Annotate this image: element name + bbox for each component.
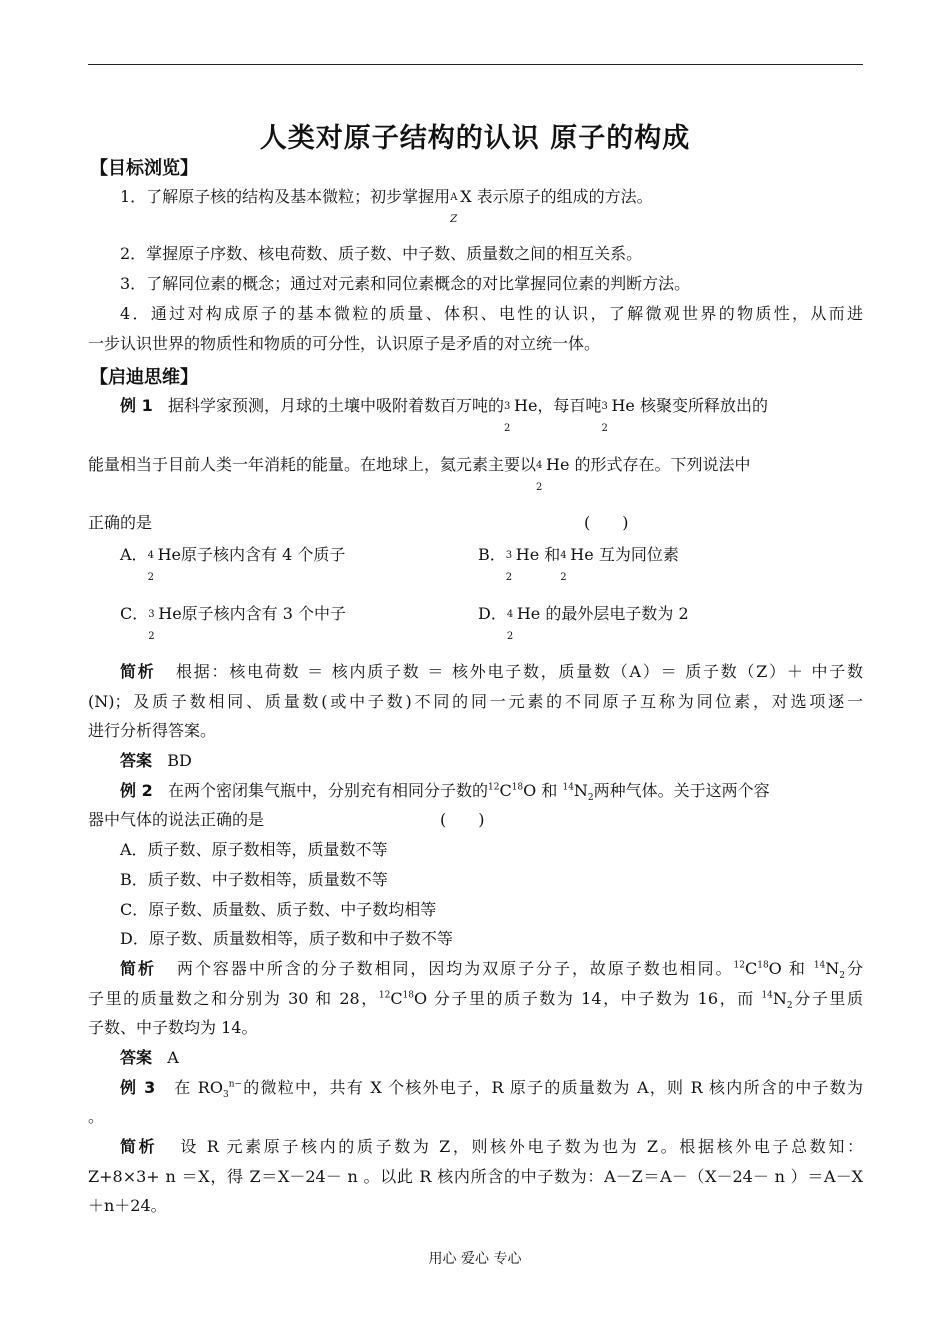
section-heading-thinking: 【启迪思维】 (90, 367, 198, 388)
example-1-analysis-line-3: 进行分析得答案。 (88, 721, 217, 740)
nuclide-he4: 4 2 (147, 550, 154, 583)
option-d: D． 4 2 He 的最外层电子数为 2 (478, 604, 689, 642)
example-1-line-1: 例 1 据科学家预测，月球的土壤中吸附着数百万吨的 3 2 He，每百吨 3 2 He 核聚变所释放出的 (120, 396, 768, 434)
nuclide-he4: 4 2 (536, 460, 543, 493)
analysis-label: 简析 (120, 959, 156, 978)
example-2-line-2: 器中气体的说法正确的是 (88, 810, 265, 829)
answer-paren: ( ) (440, 810, 485, 829)
goal-2: 2．掌握原子序数、核电荷数、质子数、中子数、质量数之间的相互关系。 (120, 244, 643, 263)
example-1-analysis-line-1: 简析 根据：核电荷数 ＝ 核内质子数 ＝ 核外电子数，质量数（A）＝ 质子数（Z）＋ 中子数 (120, 662, 863, 681)
example-1-line-3: 正确的是 (88, 513, 153, 532)
example-2-line-1: 例 2 在两个密闭集气瓶中，分别充有相同分子数的$^{12}C^{18}O$ 和 $^{14}N_2$两种气体。关于这两个容 (120, 781, 770, 804)
example-2-option-b: B．质子数、中子数相等，质量数不等 (120, 870, 388, 889)
example-2-analysis-line-3: 子数、中子数均为 14。 (88, 1018, 258, 1037)
analysis-label: 简析 (120, 662, 156, 681)
example-2-option-d: D．原子数、质量数相等，质子数和中子数不等 (120, 929, 453, 948)
example-1-answer: 答案 BD (120, 751, 192, 770)
example-2-answer: 答案 A (120, 1048, 179, 1067)
page-title: 人类对原子结构的认识 原子的构成 (259, 123, 691, 154)
example-2-analysis-line-2: 子里的质量数之和分别为 30 和 28，$^{12}C^{18}O$ 分子里的质子数为 14，中子数为 16，而 $^{14}N_2$分子里质 (88, 989, 863, 1012)
example-3-analysis-line-3: ＋n＋24。 (88, 1196, 167, 1215)
example-3-line-1: 例 3 在 $RO_3^{n-}$的微粒中，共有 X 个核外电子，R 原子的质量数为 A，则 R 核内所含的中子数为 (120, 1078, 863, 1101)
nuclide-he3: 3 2 (148, 609, 155, 642)
nuclide-he4: 4 2 (506, 609, 514, 642)
example-3-label: 例 3 (120, 1078, 156, 1097)
answer-paren: ( ) (584, 513, 629, 532)
header-rule (88, 64, 863, 65)
goal-4-line-2: 一步认识世界的物质性和物质的可分性，认识原子是矛盾的对立统一体。 (88, 334, 601, 353)
nuclide-he3: 3 2 (601, 401, 608, 434)
example-3-line-2: 。 (88, 1107, 105, 1126)
option-b: B． 3 2 He 和 4 2 He 互为同位素 (478, 545, 679, 583)
nuclide-he3: 3 2 (505, 550, 513, 583)
goal-1: 1．了解原子核的结构及基本微粒；初步掌握用 A Z X 表示原子的组成的方法。 (120, 187, 653, 225)
example-2-analysis-line-1: 简析 两个容器中所含的分子数相同，因均为双原子分子，故原子数也相同。$^{12}C^{18}O$ 和 $^{14}N_2$分 (120, 959, 863, 982)
nuclide-he4: 4 2 (560, 550, 567, 583)
example-2-option-a: A．质子数、原子数相等，质量数不等 (120, 840, 388, 859)
example-1-line-2: 能量相当于目前人类一年消耗的能量。在地球上，氦元素主要以 4 2 He 的形式存在。下列说法中 (88, 455, 751, 493)
example-2-label: 例 2 (120, 781, 153, 800)
goal-3: 3．了解同位素的概念；通过对元素和同位素概念的对比掌握同位素的判断方法。 (120, 274, 691, 293)
answer-label: 答案 (120, 1048, 153, 1067)
example-2-option-c: C．原子数、质量数、质子数、中子数均相等 (120, 900, 437, 919)
answer-label: 答案 (120, 751, 153, 770)
page-footer: 用心 爱心 专心 (428, 1251, 522, 1267)
example-1-analysis-line-2: (N)；及质子数相同、质量数(或中子数)不同的同一元素的不同原子互称为同位素，对选项逐一 (88, 692, 863, 711)
option-c: C． 3 2 He原子核内含有 3 个中子 (120, 604, 347, 642)
example-3-analysis-line-2: Z+8×3+ n ＝X，得 Z＝X－24－ n 。以此 R 核内所含的中子数为：A－Z＝A－（X－24－ n ）＝A－X (88, 1167, 863, 1186)
example-3-analysis-line-1: 简析 设 R 元素原子核内的质子数为 Z，则核外电子数为也为 Z。根据核外电子总数知： (120, 1137, 863, 1156)
nuclide-notation-AZX: A Z (450, 192, 458, 225)
section-heading-goals: 【目标浏览】 (90, 158, 198, 179)
nuclide-he3: 3 2 (504, 401, 511, 434)
goal-4-line-1: 4．通过对构成原子的基本微粒的质量、体积、电性的认识，了解微观世界的物质性，从而进 (120, 304, 863, 323)
example-1-label: 例 1 (120, 396, 153, 415)
option-a: A． 4 2 He原子核内含有 4 个质子 (120, 545, 346, 583)
analysis-label: 简析 (120, 1137, 158, 1156)
